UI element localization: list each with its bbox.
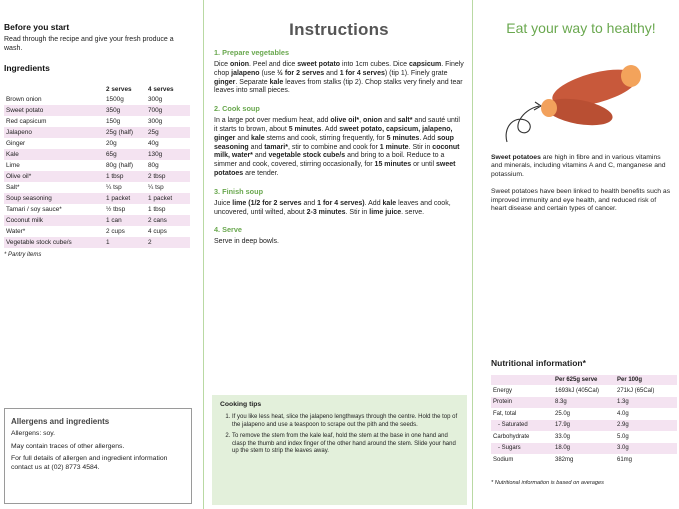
- ingredient-cell: Brown onion: [6, 96, 42, 103]
- cooking-tip: 2. To remove the stem from the kale leaf, hold the stem at the base in one hand and clasp the thumb and index finger of the other hand around the stem. Slide your hand up the stem to strip the leaves away.: [232, 433, 459, 456]
- nutrition-cell: 271kJ (65Cal): [617, 387, 655, 394]
- step-body: Juice lime (1/2 for 2 serves and 1 for 4 serves). Add kale leaves and cook, uncovered, until wilted, about 2-3 minutes. Stir in lime juice. serve.: [214, 199, 451, 216]
- ingredient-cell: 65g: [104, 149, 146, 160]
- ingredient-cell: 2 cans: [146, 215, 190, 226]
- ingredient-cell: 130g: [146, 149, 190, 160]
- ingredient-cell: Water*: [6, 228, 26, 235]
- ingredient-row: [4, 160, 190, 171]
- ingredient-cell: 1: [104, 237, 146, 248]
- nutrition-cell: 25.0g: [555, 410, 571, 417]
- cooking-tips-list: [220, 414, 459, 456]
- nutrition-cell: 5.0g: [617, 433, 629, 440]
- nutrition-cell: Fat, total: [493, 410, 517, 417]
- ingredient-cell: 350g: [104, 105, 146, 116]
- cooking-tips-box: [212, 395, 467, 505]
- instructions-title: Instructions: [289, 20, 389, 39]
- step-heading: 1. Prepare vegetables: [214, 48, 290, 57]
- allergen-title: Allergens and ingredients: [11, 417, 110, 426]
- allergen-line: May contain traces of other allergens.: [11, 442, 125, 450]
- ingredient-row: [4, 105, 190, 116]
- allergen-line: For full details of allergen and ingredient information contact us at (02) 8773 4584.: [11, 455, 168, 471]
- before-you-start-text: Read through the recipe and give your fresh produce a wash.: [4, 36, 174, 52]
- ingredient-cell: 1 tbsp: [148, 206, 166, 213]
- steps-list: [214, 48, 464, 247]
- ingredient-row: [4, 182, 190, 193]
- ingredient-cell: 2: [146, 237, 190, 248]
- ingredient-cell: 2 tbsp: [146, 171, 190, 182]
- ingredient-cell: Sweet potato: [4, 105, 104, 116]
- nutrition-cell: Sodium: [493, 456, 514, 463]
- nutrition-cell: - Sugars: [491, 443, 553, 455]
- ingredient-row: [4, 226, 190, 237]
- ingredient-cell: 300g: [148, 96, 163, 103]
- ingredients-title: Ingredients: [4, 63, 50, 73]
- ingredient-cell: 40g: [148, 140, 159, 147]
- step-body: Dice onion. Peel and dice sweet potato into 1cm cubes. Dice capsicum. Finely chop jalapeno (use ½ for 2 serves and 1 for 4 serves) (tip 1). Finely grate ginger. Separate kale leaves from stalks (tip 2). Chop stalks very finely and tear leaves into small pieces.: [214, 61, 464, 95]
- step-heading: 3. Finish soup: [214, 186, 264, 196]
- ingredient-row: [4, 127, 190, 138]
- allergen-line: Allergens: soy.: [11, 430, 56, 437]
- cooking-tip: 1. If you like less heat, slice the jalapeno lengthways through the centre. Hold the top of the jalapeno and use a teaspoon to scrape out the pith and the seeds.: [232, 414, 459, 429]
- ingredient-cell: 2 cups: [106, 228, 125, 235]
- nutrition-cell: 17.9g: [553, 420, 615, 432]
- ingredient-row: [4, 94, 190, 105]
- nutrition-cell: 1693kJ (405Cal): [555, 387, 600, 394]
- nutrition-header: Per 625g serve: [553, 375, 615, 385]
- nutrition-title: Nutritional information*: [491, 358, 586, 368]
- ingredient-cell: Red capsicum: [6, 118, 47, 125]
- nutrition-note: * Nutritional information is based on averages: [491, 480, 604, 486]
- ingredient-row: [4, 215, 190, 226]
- ingredient-cell: 4 cups: [148, 228, 167, 235]
- nutrition-row: [491, 420, 677, 432]
- ingredient-cell: 25g: [146, 127, 190, 138]
- step-heading: 2. Cook soup: [214, 104, 260, 114]
- nutrition-cell: Protein: [491, 397, 553, 409]
- nutrition-cell: - Saturated: [491, 420, 553, 432]
- nutrition-cell: 382mg: [555, 456, 574, 463]
- ingredient-cell: 150g: [106, 118, 121, 125]
- ingredient-cell: Tamari / soy sauce*: [6, 206, 62, 213]
- arrow-icon: [506, 106, 539, 142]
- ingredient-cell: 300g: [148, 118, 163, 125]
- nutrition-row: [491, 385, 677, 397]
- ingredient-cell: 1 packet: [146, 193, 190, 204]
- nutrition-cell: 61mg: [617, 456, 633, 463]
- ingredient-cell: 1500g: [106, 96, 124, 103]
- ingredient-row: [4, 204, 190, 215]
- ingredient-row: [4, 149, 190, 160]
- ingredient-cell: Olive oil*: [4, 171, 104, 182]
- right-column: [475, 0, 679, 509]
- nutrition-cell: 2.9g: [615, 420, 677, 432]
- ingredient-cell: 80g: [148, 162, 159, 169]
- ingredient-cell: ¼ tsp: [106, 184, 122, 191]
- nutrition-row: [491, 443, 677, 455]
- ingredient-cell: 1 tbsp: [104, 171, 146, 182]
- ingredient-cell: 700g: [146, 105, 190, 116]
- ingredients-header: 4 serves: [148, 86, 174, 93]
- nutrition-table: [491, 375, 677, 466]
- ingredients-header: 2 serves: [106, 86, 132, 93]
- nutrition-cell: 33.0g: [555, 433, 571, 440]
- ingredient-cell: 80g (half): [106, 162, 133, 169]
- sweet-potato-flesh: [621, 65, 641, 87]
- ingredient-cell: ½ tbsp: [106, 206, 126, 213]
- ingredient-row: [4, 193, 190, 204]
- ingredient-cell: Ginger: [6, 140, 26, 147]
- nutrition-row: [491, 431, 677, 443]
- info-paragraph-2: Sweet potatoes have been linked to health benefits such as improved immunity and eye health, and reduced risk of heart disease and certain types of cancer.: [491, 188, 671, 213]
- ingredient-cell: Soup seasoning: [4, 193, 104, 204]
- sweet-potato-info: [491, 154, 671, 213]
- ingredient-cell: 25g (half): [104, 127, 146, 138]
- nutrition-header: [491, 375, 553, 385]
- ingredient-row: [4, 138, 190, 149]
- pantry-note: * Pantry items: [4, 252, 42, 258]
- nutrition-cell: Carbohydrate: [493, 433, 530, 440]
- ingredient-cell: Vegetable stock cube/s: [4, 237, 104, 248]
- allergen-box: [4, 408, 192, 504]
- ingredient-cell: 20g: [106, 140, 117, 147]
- step-body: In a large pot over medium heat, add olive oil*, onion and salt* and sauté until it starts to brown, about 5 minutes. Add sweet potato, capsicum, jalapeno, ginger and kale stems and cook, stirring frequently, for 5 minutes. Add soup seasoning and tamari*, stir to combine and cook for 1 minute. Stir in coconut milk, water* and vegetable stock cube/s and bring to a boil. Reduce to a simmer and cook, covered, stirring occasionally, for 15 minutes or until sweet potatoes are tender.: [214, 117, 460, 177]
- nutrition-cell: Energy: [493, 387, 513, 394]
- nutrition-cell: 3.0g: [615, 443, 677, 455]
- info-paragraph-1: Sweet potatoes are high in fibre and in various vitamins and minerals, including vitamins A and C, manganese and potassium.: [491, 154, 666, 178]
- sweet-potato-illustration: [499, 58, 649, 150]
- ingredient-row: [4, 171, 190, 182]
- ingredient-cell: Lime: [6, 162, 20, 169]
- nutrition-cell: 4.0g: [617, 410, 629, 417]
- headline: Eat your way to healthy!: [506, 20, 656, 36]
- nutrition-header: Per 100g: [615, 375, 677, 385]
- ingredient-row: [4, 116, 190, 127]
- nutrition-row: [491, 397, 677, 409]
- sweet-potato-flesh-small: [541, 99, 557, 117]
- nutrition-cell: 18.0g: [553, 443, 615, 455]
- nutrition-cell: 8.3g: [553, 397, 615, 409]
- ingredient-cell: Kale: [4, 149, 104, 160]
- ingredient-row: [4, 237, 190, 248]
- ingredients-header: [4, 85, 104, 94]
- ingredients-table: [4, 85, 190, 248]
- cooking-tips-title: Cooking tips: [220, 401, 262, 408]
- step-heading: 4. Serve: [214, 225, 242, 235]
- nutrition-row: [491, 454, 677, 466]
- ingredient-cell: 1 can: [104, 215, 146, 226]
- ingredient-cell: 1 packet: [104, 193, 146, 204]
- step-body: Serve in deep bowls.: [214, 238, 279, 246]
- ingredient-cell: Jalapeno: [4, 127, 104, 138]
- nutrition-cell: 1.3g: [615, 397, 677, 409]
- nutrition-row: [491, 408, 677, 420]
- instructions-column: [203, 0, 473, 509]
- ingredient-cell: Salt*: [6, 184, 20, 191]
- before-you-start-title: Before you start: [4, 22, 70, 32]
- ingredient-cell: Coconut milk: [4, 215, 104, 226]
- ingredient-cell: ¼ tsp: [148, 184, 164, 191]
